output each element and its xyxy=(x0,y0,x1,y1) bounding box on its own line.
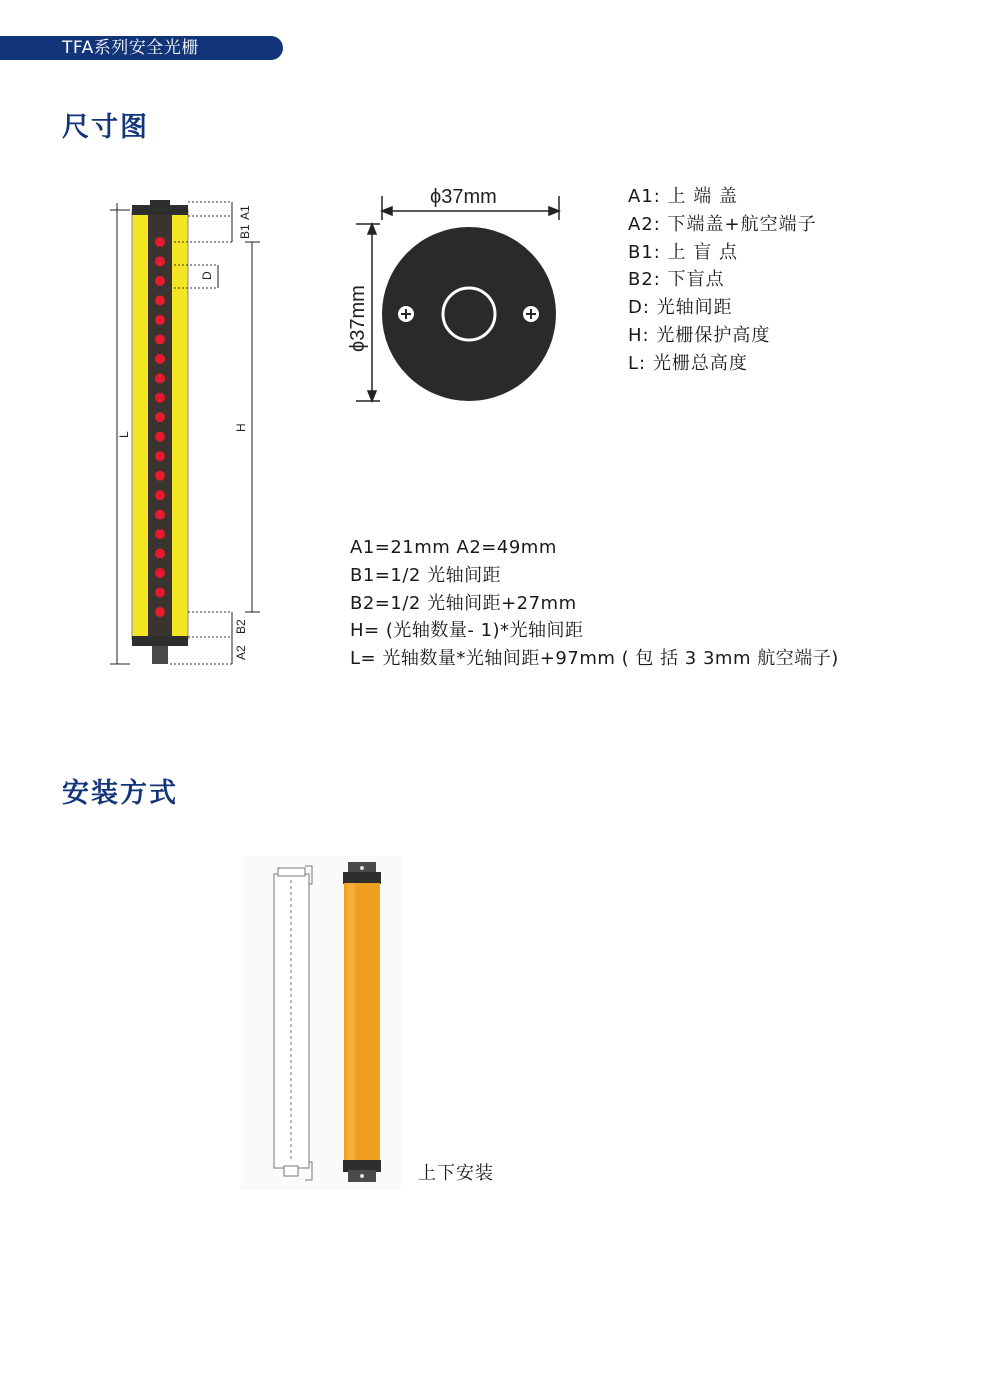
legend-item: H: 光栅保护高度 xyxy=(628,324,771,346)
b2-label: B2 xyxy=(234,619,248,634)
a2-label: A2 xyxy=(234,645,248,660)
led-dot xyxy=(155,490,165,500)
outline-curtain xyxy=(274,866,312,1180)
led-dot xyxy=(155,549,165,559)
diameter-horizontal-label: ϕ37mm xyxy=(430,186,497,208)
led-dot xyxy=(155,568,165,578)
led-dot xyxy=(155,529,165,539)
series-title-tab: TFA系列安全光栅 xyxy=(0,36,283,60)
led-dot xyxy=(155,237,165,247)
mounting-section-title: 安装方式 xyxy=(62,778,178,809)
b1-label: B1 xyxy=(238,224,252,239)
legend-item: A1: 上 端 盖 xyxy=(628,186,738,207)
led-dot xyxy=(155,354,165,364)
legend-item: B1: 上 盲 点 xyxy=(628,241,739,263)
led-dot xyxy=(155,334,165,344)
led-dot xyxy=(155,256,165,266)
formula-list xyxy=(350,534,839,673)
dimension-section-title: 尺寸图 xyxy=(62,112,149,143)
legend-item: A2: 下端盖+航空端子 xyxy=(628,213,817,235)
led-dot xyxy=(155,276,165,286)
screw-left-icon xyxy=(398,306,414,322)
formula-line: B2=1/2 光轴间距+27mm xyxy=(350,592,577,614)
legend-item: B2: 下盲点 xyxy=(628,269,725,291)
diameter-vertical-label: ϕ37mm xyxy=(347,285,369,352)
legend-list xyxy=(628,183,817,378)
dim-ticks xyxy=(218,202,260,664)
led-dot xyxy=(155,412,165,422)
mounting-caption: 上下安装 xyxy=(418,1163,494,1184)
formula-line: B1=1/2 光轴间距 xyxy=(350,564,502,586)
mounting-illustration xyxy=(241,856,401,1190)
screw-right-icon xyxy=(523,306,539,322)
led-dot xyxy=(155,471,165,481)
led-dot xyxy=(155,432,165,442)
l-label: L xyxy=(117,431,131,438)
d-label: D xyxy=(200,271,214,280)
led-dot xyxy=(155,510,165,520)
legend-item: L: 光栅总高度 xyxy=(628,352,748,374)
formula-line: L= 光轴数量*光轴间距+97mm ( 包 括 3 3mm 航空端子) xyxy=(350,648,839,670)
legend-item: D: 光轴间距 xyxy=(628,297,733,319)
formula-line: H= (光轴数量- 1)*光轴间距 xyxy=(350,620,584,642)
led-dot xyxy=(155,588,165,598)
orange-curtain xyxy=(343,862,381,1182)
connector xyxy=(152,646,168,664)
led-dot xyxy=(155,295,165,305)
led-dot xyxy=(155,607,165,617)
end-cap-view xyxy=(356,196,559,401)
formula-line: A1=21mm A2=49mm xyxy=(350,537,557,558)
led-dot xyxy=(155,315,165,325)
a1-label: A1 xyxy=(238,205,252,220)
led-dot xyxy=(155,451,165,461)
h-label: H xyxy=(234,423,248,432)
led-dot xyxy=(155,373,165,383)
bottom-cap xyxy=(132,636,188,646)
led-dot xyxy=(155,393,165,403)
